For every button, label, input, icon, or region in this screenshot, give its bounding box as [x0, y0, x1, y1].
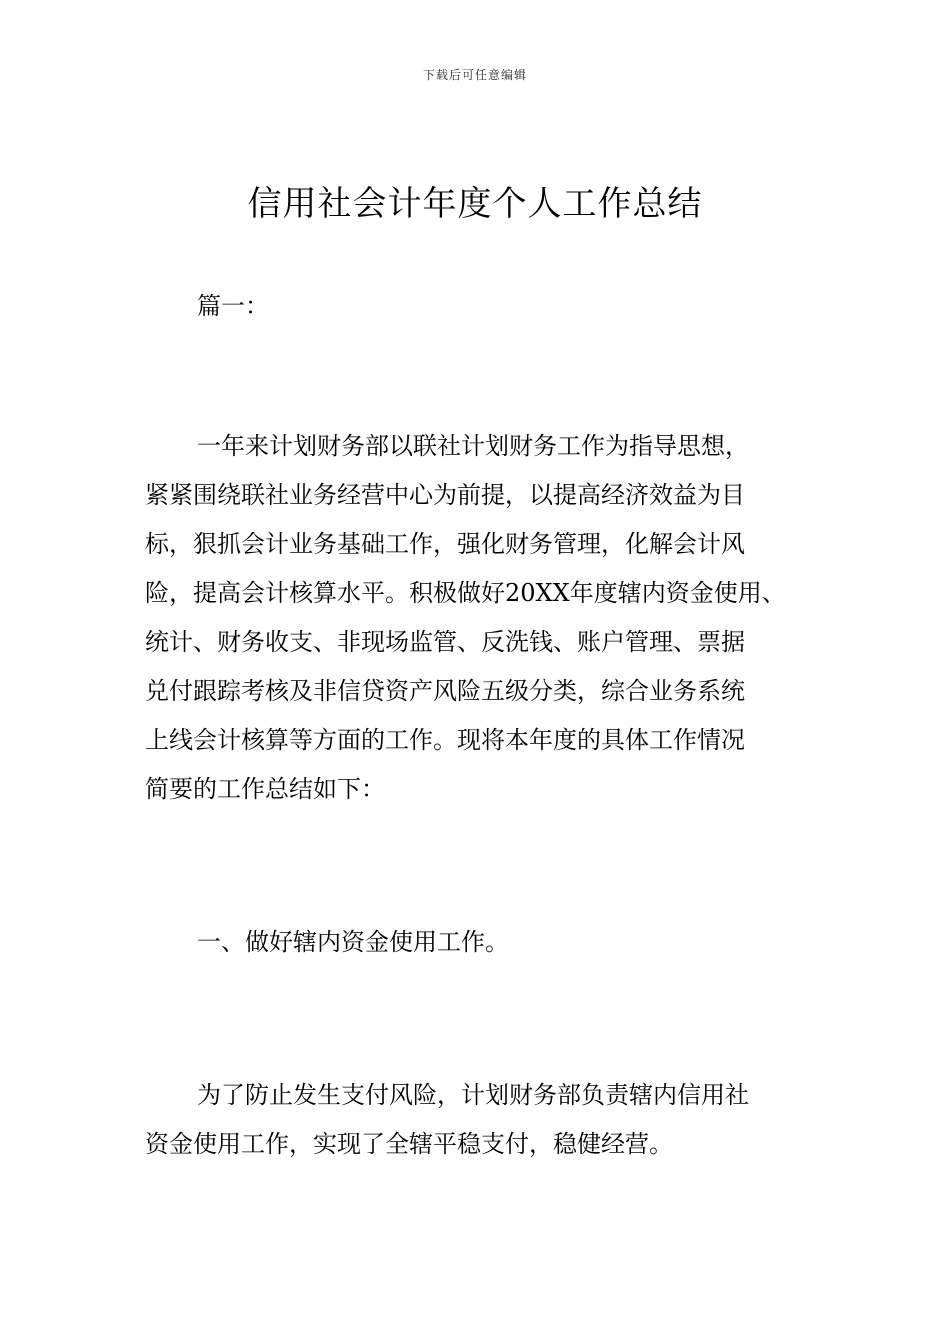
- paragraph-line: 统计、财务收支、非现场监管、反洗钱、账户管理、票据: [145, 628, 745, 656]
- paragraph-line: 资金使用工作，实现了全辖平稳支付，稳健经营。: [145, 1130, 673, 1158]
- paragraph-line: 一年来计划财务部以联社计划财务工作为指导思想，: [197, 432, 749, 460]
- section-label: 篇一：: [197, 292, 269, 320]
- paragraph-line: 标，狠抓会计业务基础工作，强化财务管理，化解会计风: [145, 530, 745, 558]
- paragraph-line: 上线会计核算等方面的工作。现将本年度的具体工作情况: [145, 726, 745, 754]
- paragraph-line: 险，提高会计核算水平。积极做好20XX年度辖内资金使用、: [145, 579, 786, 607]
- paragraph-line: 兑付跟踪考核及非信贷资产风险五级分类，综合业务系统: [145, 677, 745, 705]
- paragraph-line: 为了防止发生支付风险，计划财务部负责辖内信用社: [197, 1081, 749, 1109]
- paragraph-line: 简要的工作总结如下：: [145, 775, 385, 803]
- header-note: 下载后可任意编辑: [422, 68, 527, 82]
- paragraph-funds: [145, 1071, 825, 1169]
- document-title: 信用社会计年度个人工作总结: [247, 184, 703, 224]
- section-heading-1: 一、做好辖内资金使用工作。: [197, 928, 509, 956]
- paragraph-line: 紧紧围绕联社业务经营中心为前提，以提高经济效益为目: [145, 481, 745, 509]
- paragraph-intro: [145, 422, 825, 814]
